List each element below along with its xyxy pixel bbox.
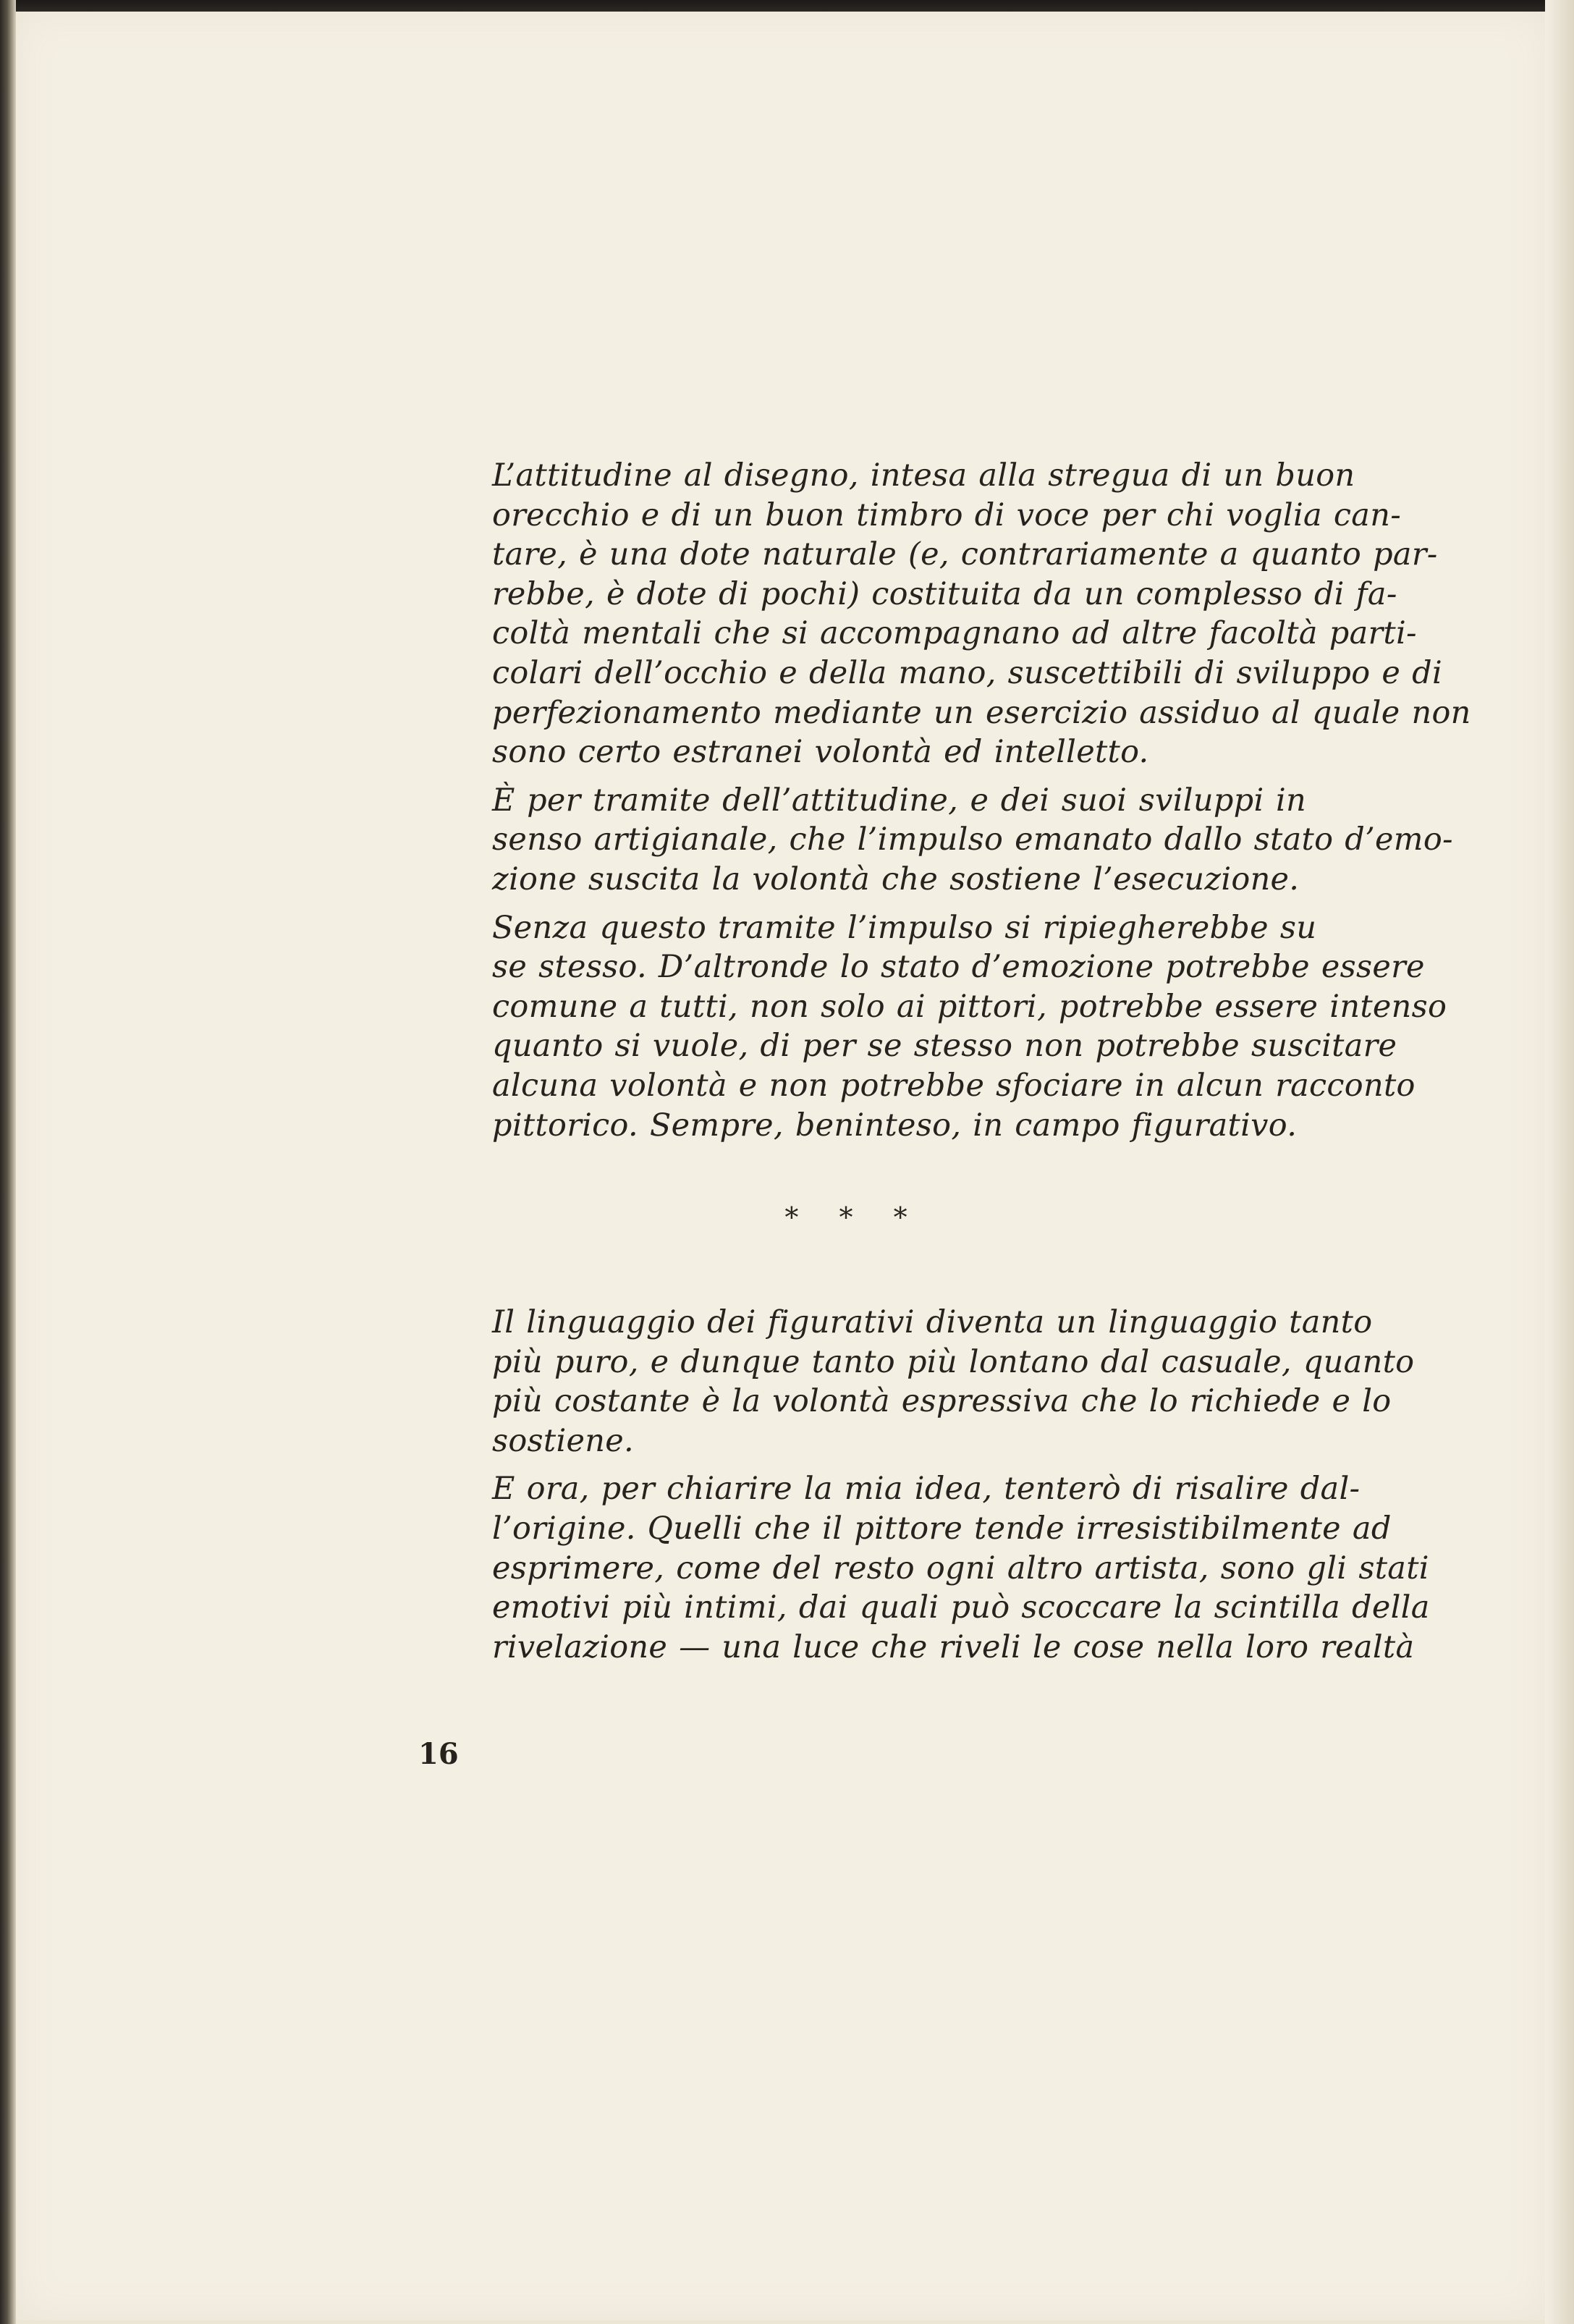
text-line: quanto si vuole, di per se stesso non potrebbe suscitare bbox=[492, 1028, 1397, 1065]
text-line: rivelazione — una luce che riveli le cose nella loro realtà bbox=[492, 1628, 1415, 1665]
text-line: emotivi più intimi, dai quali può scoccare la scintilla della bbox=[492, 1589, 1430, 1626]
text-line: orecchio e di un buon timbro di voce per chi voglia can- bbox=[492, 497, 1402, 533]
text-line: esprimere, come del resto ogni altro artista, sono gli stati bbox=[492, 1550, 1429, 1586]
text-line: tare, è una dote naturale (e, contrariamente a quanto par- bbox=[492, 536, 1438, 573]
text-line: perfezionamento mediante un esercizio assiduo al quale non bbox=[492, 694, 1471, 731]
paragraph bbox=[416, 781, 1453, 900]
paragraph bbox=[416, 456, 1471, 772]
book-spine-shadow bbox=[0, 0, 16, 2324]
text-line: se stesso. D’altronde lo stato d’emozione potrebbe essere bbox=[492, 949, 1425, 986]
text-line: sostiene. bbox=[492, 1422, 635, 1459]
page-number: 16 bbox=[418, 1737, 459, 1771]
paragraph bbox=[416, 908, 1447, 1146]
scan-top-border bbox=[0, 0, 1574, 12]
text-line: alcuna volontà e non potrebbe sfociare in alcun racconto bbox=[492, 1067, 1416, 1104]
text-line: Senza questo tramite l’impulso si ripiegherebbe su bbox=[492, 909, 1317, 946]
text-line: È per tramite dell’attitudine, e dei suoi sviluppi in bbox=[492, 782, 1306, 819]
text-line: più puro, e dunque tanto più lontano dal casuale, quanto bbox=[492, 1343, 1415, 1380]
paragraph bbox=[416, 1303, 1415, 1461]
section-separator: * * * bbox=[784, 1201, 923, 1233]
text-line: coltà mentali che si accompagnano ad altre facoltà parti- bbox=[492, 615, 1417, 652]
text-line: rebbe, è dote di pochi) costituita da un complesso di fa- bbox=[492, 575, 1397, 612]
paragraph bbox=[416, 1469, 1430, 1667]
text-line: comune a tutti, non solo ai pittori, potrebbe essere intenso bbox=[492, 988, 1447, 1025]
text-line: sono certo estranei volontà ed intelletto. bbox=[492, 734, 1149, 771]
text-line: zione suscita la volontà che sostiene l’esecuzione. bbox=[492, 861, 1300, 897]
text-line: L’attitudine al disegno, intesa alla stregua di un buon bbox=[492, 457, 1355, 494]
text-section-1 bbox=[416, 456, 1471, 1145]
text-line: l’origine. Quelli che il pittore tende irresistibilmente ad bbox=[492, 1510, 1392, 1547]
text-line: pittorico. Sempre, beninteso, in campo figurativo. bbox=[492, 1107, 1298, 1144]
text-line: E ora, per chiarire la mia idea, tenterò di risalire dal- bbox=[492, 1471, 1361, 1508]
text-line: colari dell’occhio e della mano, suscettibili di sviluppo e di bbox=[492, 654, 1442, 691]
text-section-2 bbox=[416, 1303, 1430, 1667]
text-line: senso artigianale, che l’impulso emanato dallo stato d’emo- bbox=[492, 821, 1453, 858]
text-line: più costante è la volontà espressiva che lo richiede e lo bbox=[492, 1383, 1392, 1420]
text-line: Il linguaggio dei figurativi diventa un linguaggio tanto bbox=[492, 1304, 1373, 1340]
paper-sheet bbox=[14, 10, 1549, 2320]
page-edge bbox=[1545, 0, 1574, 2324]
